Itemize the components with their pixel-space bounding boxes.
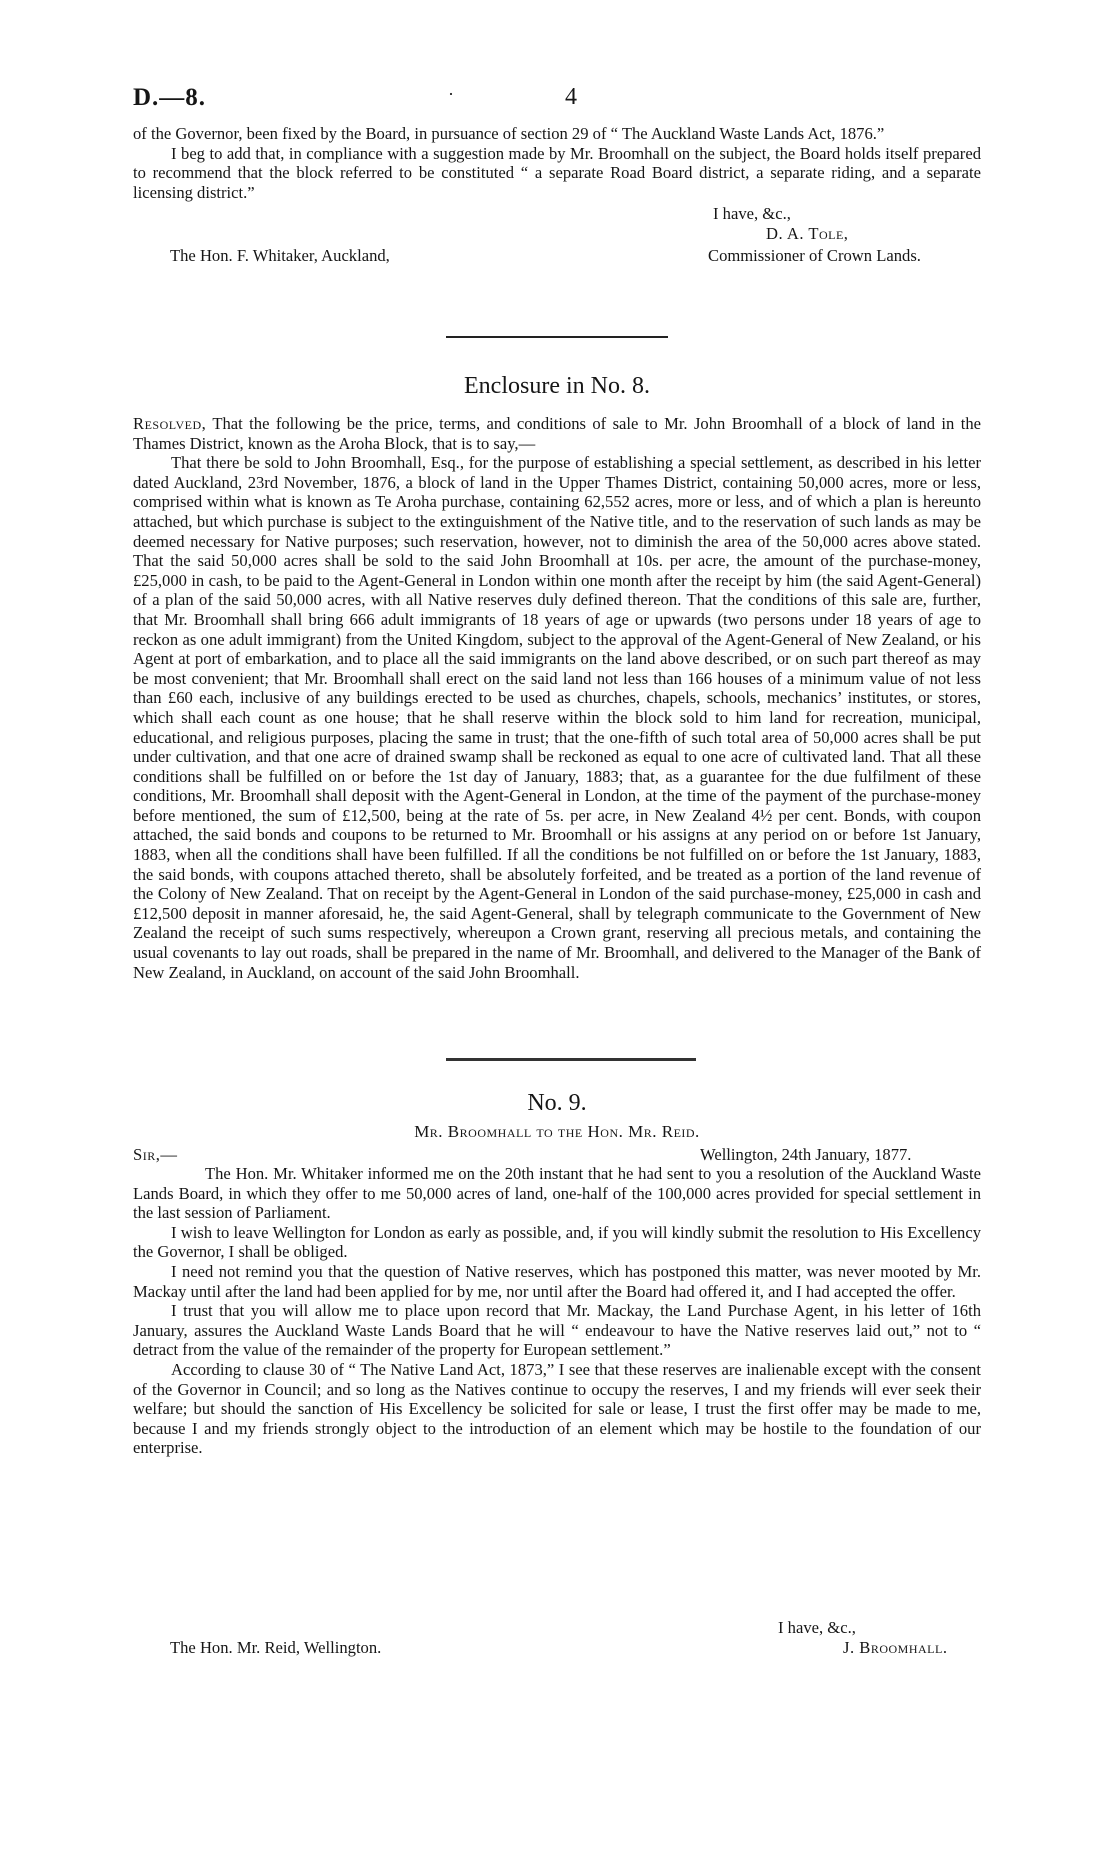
- no9-salutation: Sir,—: [133, 1145, 178, 1164]
- enclosure-title: Enclosure in No. 8.: [464, 373, 650, 399]
- section-divider: [446, 336, 668, 338]
- letter-end-body: [133, 124, 981, 202]
- page-number: 4: [565, 84, 577, 110]
- enclosure-resolution-text: That there be sold to John Broomhall, Esq., for the purpose of establishing a special settlement, as described in his letter dated Auckland, 23rd November, 1876, a block of land in the Upper Thames District, containing 50,000 acres, more or less, comprised within what is known as Te Aroha purchase, containing 62,552 acres, more or less, and of which a plan is hereunto attached, but which purchase is subject to the extinguishment of the Native title, and to the reservation of such lands as may be deemed necessary for Native purposes; such reservation, however, not to diminish the area of the 50,000 acres above stated. That the said 50,000 acres shall be sold to the said John Broomhall at 10s. per acre, the amount of the purchase-money, £25,000 in cash, to be paid to the Agent-General in London within one month after the receipt by him (the said Agent-General) of a plan of the said 50,000 acres, with all Native reserves duly defined thereon. That the conditions of this sale are, further, that Mr. Broomhall shall bring 666 adult immigrants of 18 years of age or upwards (two persons under 18 years of age to reckon as one adult immigrant) from the United Kingdom, subject to the approval of the Agent-General of New Zealand, or his Agent at port of embarkation, and to place all the said immigrants on the land above described, or on such part thereof as may be most convenient; that Mr. Broomhall shall erect on the said land not less than 166 houses of a minimum value of not less than £60 each, inclusive of any buildings erected to be used as churches, chapels, schools, mechanics’ institutes, or stores, which shall each count as one house; that he shall reserve within the block sold to him land for recreation, municipal, educational, and religious purposes, placing the same in trust; that the one-fifth of such total area of 50,000 acres shall be put under cultivation, and that one acre of drained swamp shall be reckoned as equal to one acre of cultivated land. That all these conditions shall be fulfilled on or before the 1st day of January, 1883; that, as a guarantee for the due fulfilment of these conditions, Mr. Broomhall shall deposit with the Agent-General in London, at the time of the payment of the purchase-money before mentioned, the sum of £12,500, being at the rate of 5s. per acre, in New Zealand 4½ per cent. Bonds, with coupon attached, the said bonds and coupons to be returned to Mr. Broomhall or his assigns at any period on or before 1st January, 1883, when all the conditions shall have been fulfilled. If all the conditions be not fulfilled on or before the 1st January, 1883, the said bonds, with coupons attached thereto, shall be absolutely forfeited, and be treated as a portion of the land revenue of the Colony of New Zealand. That on receipt by the Agent-General in London of the said purchase-money, £25,000 in cash and £12,500 deposit in manner aforesaid, he, the said Agent-General, shall by telegraph communicate to the Government of New Zealand the receipt of such sums respectively, whereupon a Crown grant, reserving all precious metals, and containing the usual covenants to lay out roads, shall be prepared in the name of Mr. Broomhall, and delivered to the Manager of the Bank of New Zealand, in Auckland, on account of the said John Broomhall.: [133, 453, 981, 982]
- no9-addressee: The Hon. Mr. Reid, Wellington.: [170, 1638, 382, 1657]
- enclosure-first-paragraph: [133, 414, 981, 453]
- letter-signature-title: Commissioner of Crown Lands.: [708, 246, 921, 265]
- enclosure-first-text: That the following be the price, terms, and conditions of sale to Mr. John Broomhall of a block of land in the Thames District, known as the Aroha Block, that is to say,—: [133, 414, 981, 453]
- no9-place-date: Wellington, 24th January, 1877.: [700, 1145, 912, 1164]
- document-code: D.—8.: [133, 84, 207, 111]
- letter-closing: I have, &c.,: [713, 204, 791, 223]
- letter-paragraph: I beg to add that, in compliance with a suggestion made by Mr. Broomhall on the subject, the Board holds itself prepared to recommend that the block referred to be constituted “ a separate Road Board district, a separate riding, and a separate licensing district.”: [133, 143, 981, 202]
- no9-paragraph: The Hon. Mr. Whitaker informed me on the 20th instant that he had sent to you a resolution of the Auckland Waste Lands Board, in which they offer to me 50,000 acres of land, one-half of the 100,000 acres provided for special settlement in the last session of Parliament.: [133, 1164, 981, 1223]
- no9-subtitle: Mr. Broomhall to the Hon. Mr. Reid.: [414, 1122, 700, 1141]
- no9-paragraph: I need not remind you that the question of Native reserves, which has postponed this matter, was never mooted by Mr. Mackay until after the land had been applied for by me, nor until after the Board had offered it, and I had accepted the offer.: [133, 1261, 981, 1301]
- no9-paragraph: I trust that you will allow me to place upon record that Mr. Mackay, the Land Purchase Agent, in his letter of 16th January, assures the Auckland Waste Lands Board that he will “ endeavour to have the Native reserves laid out,” not to “ detract from the value of the remainder of the property for European settlement.”: [133, 1301, 981, 1360]
- letter-paragraph: of the Governor, been fixed by the Board, in pursuance of section 29 of “ The Auckland Waste Lands Act, 1876.”: [133, 124, 885, 143]
- resolved-word: Resolved,: [133, 414, 207, 433]
- no9-closing: I have, &c.,: [778, 1618, 856, 1637]
- enclosure-body: [133, 414, 981, 982]
- letter-signature: D. A. Tole,: [766, 224, 849, 243]
- no9-signature: J. Broomhall.: [843, 1638, 948, 1657]
- no9-paragraph: According to clause 30 of “ The Native Land Act, 1873,” I see that these reserves are inalienable except with the consent of the Governor in Council; and so long as the Natives continue to occupy the reserves, I and my friends will ever seek their welfare; but should the sanction of His Excellency be solicited for sale or lease, I trust the first offer may be made to me, because I and my friends strongly object to the introduction of an element which may be hostile to the foundation of our enterprise.: [133, 1359, 981, 1458]
- no9-title: No. 9.: [527, 1090, 587, 1116]
- letter-addressee: The Hon. F. Whitaker, Auckland,: [170, 246, 390, 265]
- header-dot: ·: [448, 84, 454, 104]
- section-divider: [446, 1058, 696, 1061]
- no9-paragraph: I wish to leave Wellington for London as early as possible, and, if you will kindly submit the resolution to His Excellency the Governor, I shall be obliged.: [133, 1222, 981, 1262]
- no9-body: [133, 1164, 981, 1458]
